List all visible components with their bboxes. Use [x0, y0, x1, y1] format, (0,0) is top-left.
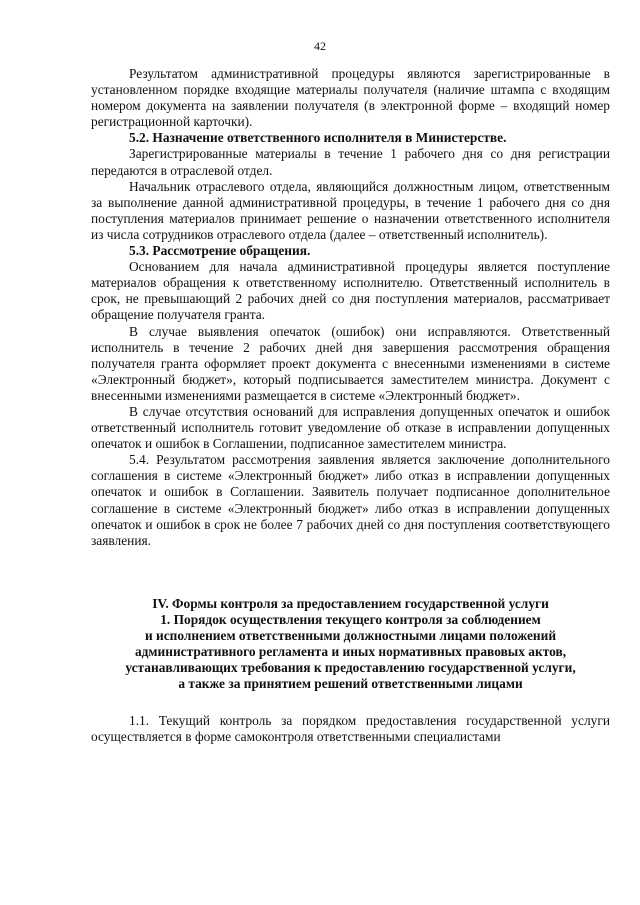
paragraph-5-4: 5.4. Результатом рассмотрения заявления является заключение дополнительного соглашения в системе «Электронный бюджет» либо отказ в исправлении допущенных опечаток и ошибок в Соглашении. Заявитель получает подписанное дополнительное соглашение в системе «Электронный бюджет» либо отказ в исправлении допущенных опечаток и ошибок в срок не более 7 рабочих дней со дня поступления соответствующего заявления. [91, 452, 610, 548]
section-heading-line: административного регламента и иных нормативных правовых актов, [134, 644, 567, 660]
section-heading-iv [91, 596, 610, 693]
paragraph-registration: Зарегистрированные материалы в течение 1 рабочего дня со дня регистрации передаются в отраслевой отдел. [91, 146, 610, 178]
paragraph-no-grounds: В случае отсутствия оснований для исправления допущенных опечаток и ошибок ответственный исполнитель готовит уведомление об отказе в исправлении допущенных опечаток и ошибок в Соглашении, подписанное заместителем министра. [91, 403, 610, 452]
section-heading-line: 1. Порядок осуществления текущего контроля за соблюдением [160, 611, 541, 627]
page-number: 42 [314, 39, 326, 53]
heading-5-3: 5.3. Рассмотрение обращения. [129, 243, 311, 259]
section-heading-line: и исполнением ответственными должностными лицами положений [144, 628, 557, 643]
spacer [91, 692, 610, 713]
section-heading-line: устанавливающих требования к предоставлению государственной услуги, [125, 660, 576, 676]
paragraph-result: Результатом административной процедуры являются зарегистрированные в установленном порядке входящие материалы получателя (наличие штампа с входящим номером документа на заявлении получателя (в электронной форме – входящий номер регистрационной карточки). [91, 66, 610, 130]
paragraph-1-1: 1.1. Текущий контроль за порядком предоставления государственной услуги осуществляется в форме самоконтроля ответственными специалистами [91, 713, 610, 745]
section-heading-line: а также за принятием решений ответственными лицами [178, 676, 523, 692]
spacer [91, 549, 610, 596]
section-heading-line: IV. Формы контроля за предоставлением государственной услуги [152, 595, 549, 611]
paragraph-department-head: Начальник отраслевого отдела, являющийся должностным лицом, ответственным за выполнение данной административной процедуры, в течение 1 рабочего дня со дня поступления материалов принимает решение о назначении ответственного исполнителя из числа сотрудников отраслевого отдела (далее – ответственный исполнитель). [91, 178, 610, 242]
heading-5-2: 5.2. Назначение ответственного исполнителя в Министерстве. [129, 130, 507, 146]
document-body [91, 66, 610, 746]
paragraph-basis: Основанием для начала административной процедуры является поступление материалов обращения к ответственному исполнителю. Ответственный исполнитель в срок, не превышающий 2 рабочих дней со дня поступления материалов, рассматривает обращение получателя гранта. [91, 259, 610, 323]
paragraph-errors-found: В случае выявления опечаток (ошибок) они исправляются. Ответственный исполнитель в течение 2 рабочих дней дня завершения рассмотрения обращения получателя гранта оформляет проект документа с внесенными изменениями в системе «Электронный бюджет», который подписывается заместителем министра. Документ с внесенными изменениями размещается в системе «Электронный бюджет». [91, 323, 610, 403]
